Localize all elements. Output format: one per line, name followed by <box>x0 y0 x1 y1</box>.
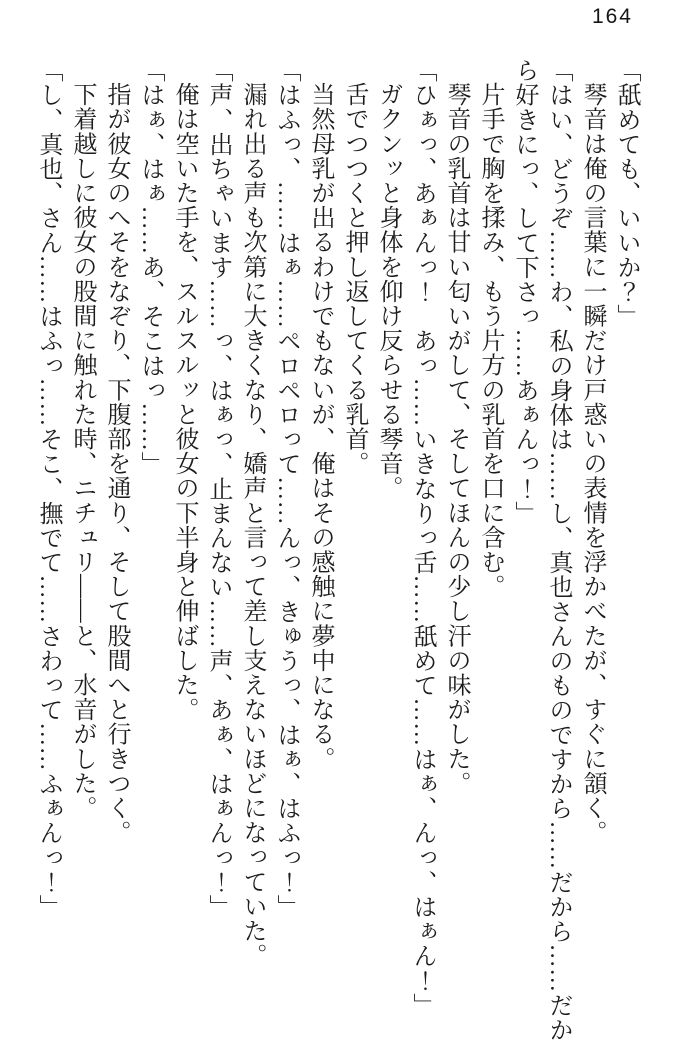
page-number: 164 <box>591 5 633 28</box>
paragraph-narrative: 当然母乳が出るわけでもないが、俺はその感触に夢中になる。 <box>307 82 333 771</box>
paragraph-narrative: 下着越しに彼女の股間に触れた時、ニチュリ——と、水音がした。 <box>69 82 95 820</box>
vertical-text-block <box>31 58 643 1044</box>
paragraph-dialogue: 「はぁ、はぁ……あ、そこはっ……」 <box>137 58 163 477</box>
paragraph-narrative: 琴音の乳首は甘い匂いがして、そしてほんの少し汗の味がした。 <box>443 82 469 796</box>
paragraph-narrative: 漏れ出る声も次第に大きくなり、嬌声と言って差し支えないほどになっていた。 <box>239 82 265 968</box>
paragraph-narrative: 舌でつつくと押し返してくる乳首。 <box>341 82 367 476</box>
paragraph-narrative: 琴音は俺の言葉に一瞬だけ戸惑いの表情を浮かべたが、すぐに頷く。 <box>579 82 605 845</box>
paragraph-dialogue: 「声、出ちゃいます……っ、はぁっ、止まんない……声、あぁ、はぁんっ！」 <box>205 58 231 919</box>
paragraph-narrative: 指が彼女のへそをなぞり、下腹部を通り、そして股間へと行きつく。 <box>103 82 129 845</box>
paragraph-dialogue: 「はい、どうぞ……わ、私の身体は……し、真也さんのものですから……だから……だから好きにっ、して下さっ……あぁんっ！」 <box>511 58 571 1042</box>
paragraph-narrative: 片手で胸を揉み、もう片方の乳首を口に含む。 <box>477 82 503 599</box>
paragraph-narrative: ガクンッと身体を仰け反らせる琴音。 <box>375 82 401 501</box>
paragraph-dialogue: 「し、真也、さん……はふっ……そこ、撫でて……さわって……ふぁんっ！」 <box>35 58 61 919</box>
paragraph-narrative: 俺は空いた手を、スルスルッと彼女の下半身と伸ばした。 <box>171 82 197 722</box>
paragraph-dialogue: 「ひぁっ、あぁんっ！ あっ……いきなりっ舌……舐めて……はぁ、んっ、はぁん！」 <box>409 58 435 1018</box>
paragraph-dialogue: 「舐めても、いいか？」 <box>613 58 639 329</box>
paragraph-dialogue: 「はふっ、……はぁ……ペロペロって……んっ、きゅうっ、はぁ、はふっ！」 <box>273 58 299 919</box>
